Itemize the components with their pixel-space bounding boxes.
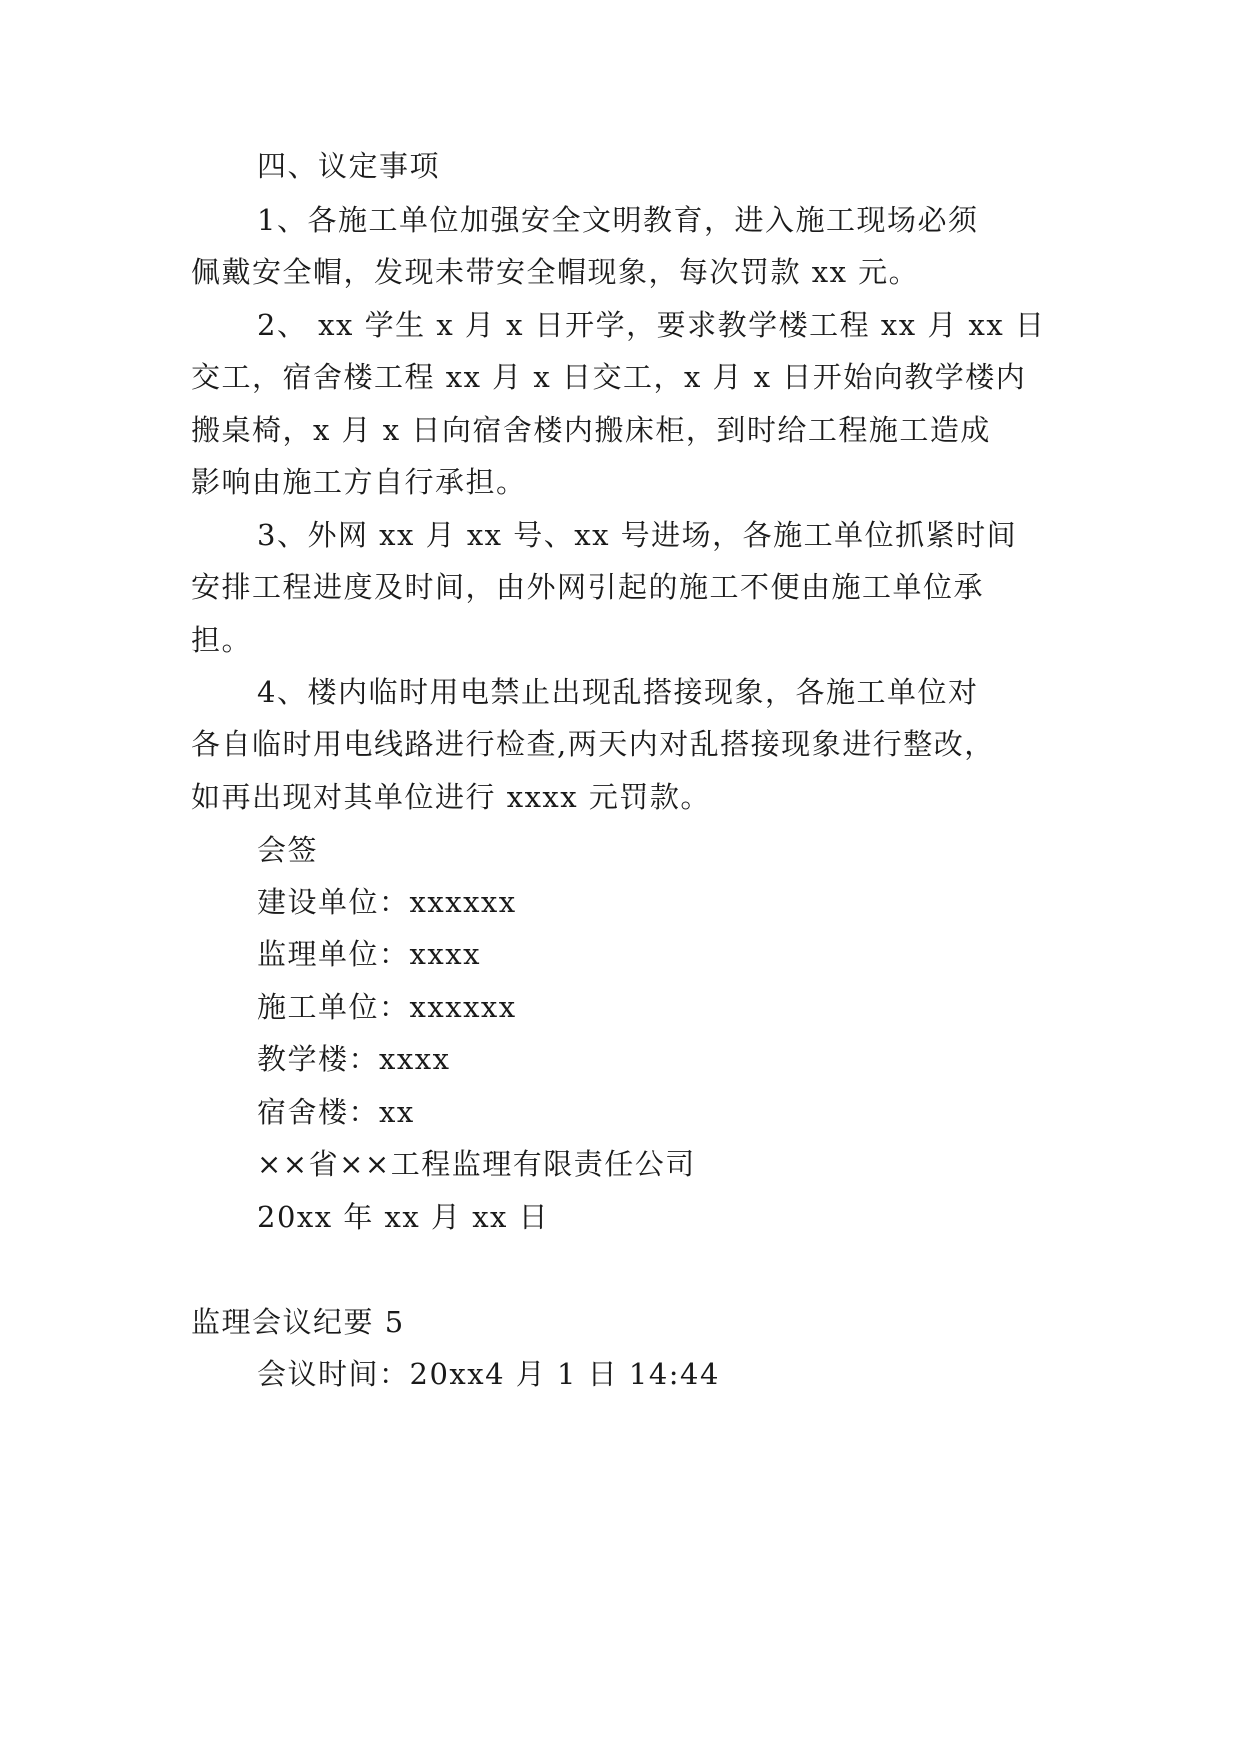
item-4-line-2: 各自临时用电线路进行检查,两天内对乱搭接现象进行整改，	[191, 727, 995, 761]
signoff-company: ××省××工程监理有限责任公司	[257, 1147, 696, 1181]
item-2-line-4: 影响由施工方自行承担。	[191, 465, 527, 499]
signoff-party-contractor: 施工单位：xxxxxx	[257, 990, 517, 1024]
item-3-line-1: 3、外网 xx 月 xx 号、xx 号进场，各施工单位抓紧时间	[257, 518, 1018, 552]
item-3-line-2: 安排工程进度及时间，由外网引起的施工不便由施工单位承	[191, 570, 985, 604]
section-heading: 四、议定事项	[257, 149, 441, 183]
item-2-line-2: 交工，宿舍楼工程 xx 月 x 日交工，x 月 x 日开始向教学楼内	[191, 360, 1027, 394]
item-2-line-1: 2、 xx 学生 x 月 x 日开学，要求教学楼工程 xx 月 xx 日	[257, 308, 1046, 342]
meeting-time: 会议时间：20xx4 月 1 日 14:44	[257, 1357, 720, 1391]
item-4-line-3: 如再出现对其单位进行 xxxx 元罚款。	[191, 780, 711, 814]
signoff-party-teaching-building: 教学楼：xxxx	[257, 1042, 451, 1076]
item-3-line-3: 担。	[191, 623, 253, 657]
signoff-party-construction: 建设单位：xxxxxx	[257, 885, 517, 919]
signoff-title: 会签	[257, 833, 319, 867]
signoff-party-dormitory: 宿舍楼：xx	[257, 1095, 415, 1129]
item-4-line-1: 4、楼内临时用电禁止出现乱搭接现象，各施工单位对	[257, 675, 979, 709]
signoff-party-supervision: 监理单位：xxxx	[257, 937, 481, 971]
item-2-line-3: 搬桌椅，x 月 x 日向宿舍楼内搬床柜，到时给工程施工造成	[191, 413, 991, 447]
next-section-title: 监理会议纪要 5	[191, 1305, 405, 1339]
item-1-line-1: 1、各施工单位加强安全文明教育，进入施工现场必须	[257, 203, 979, 237]
item-1-line-2: 佩戴安全帽，发现未带安全帽现象，每次罚款 xx 元。	[191, 255, 920, 289]
signoff-date: 20xx 年 xx 月 xx 日	[257, 1200, 550, 1234]
